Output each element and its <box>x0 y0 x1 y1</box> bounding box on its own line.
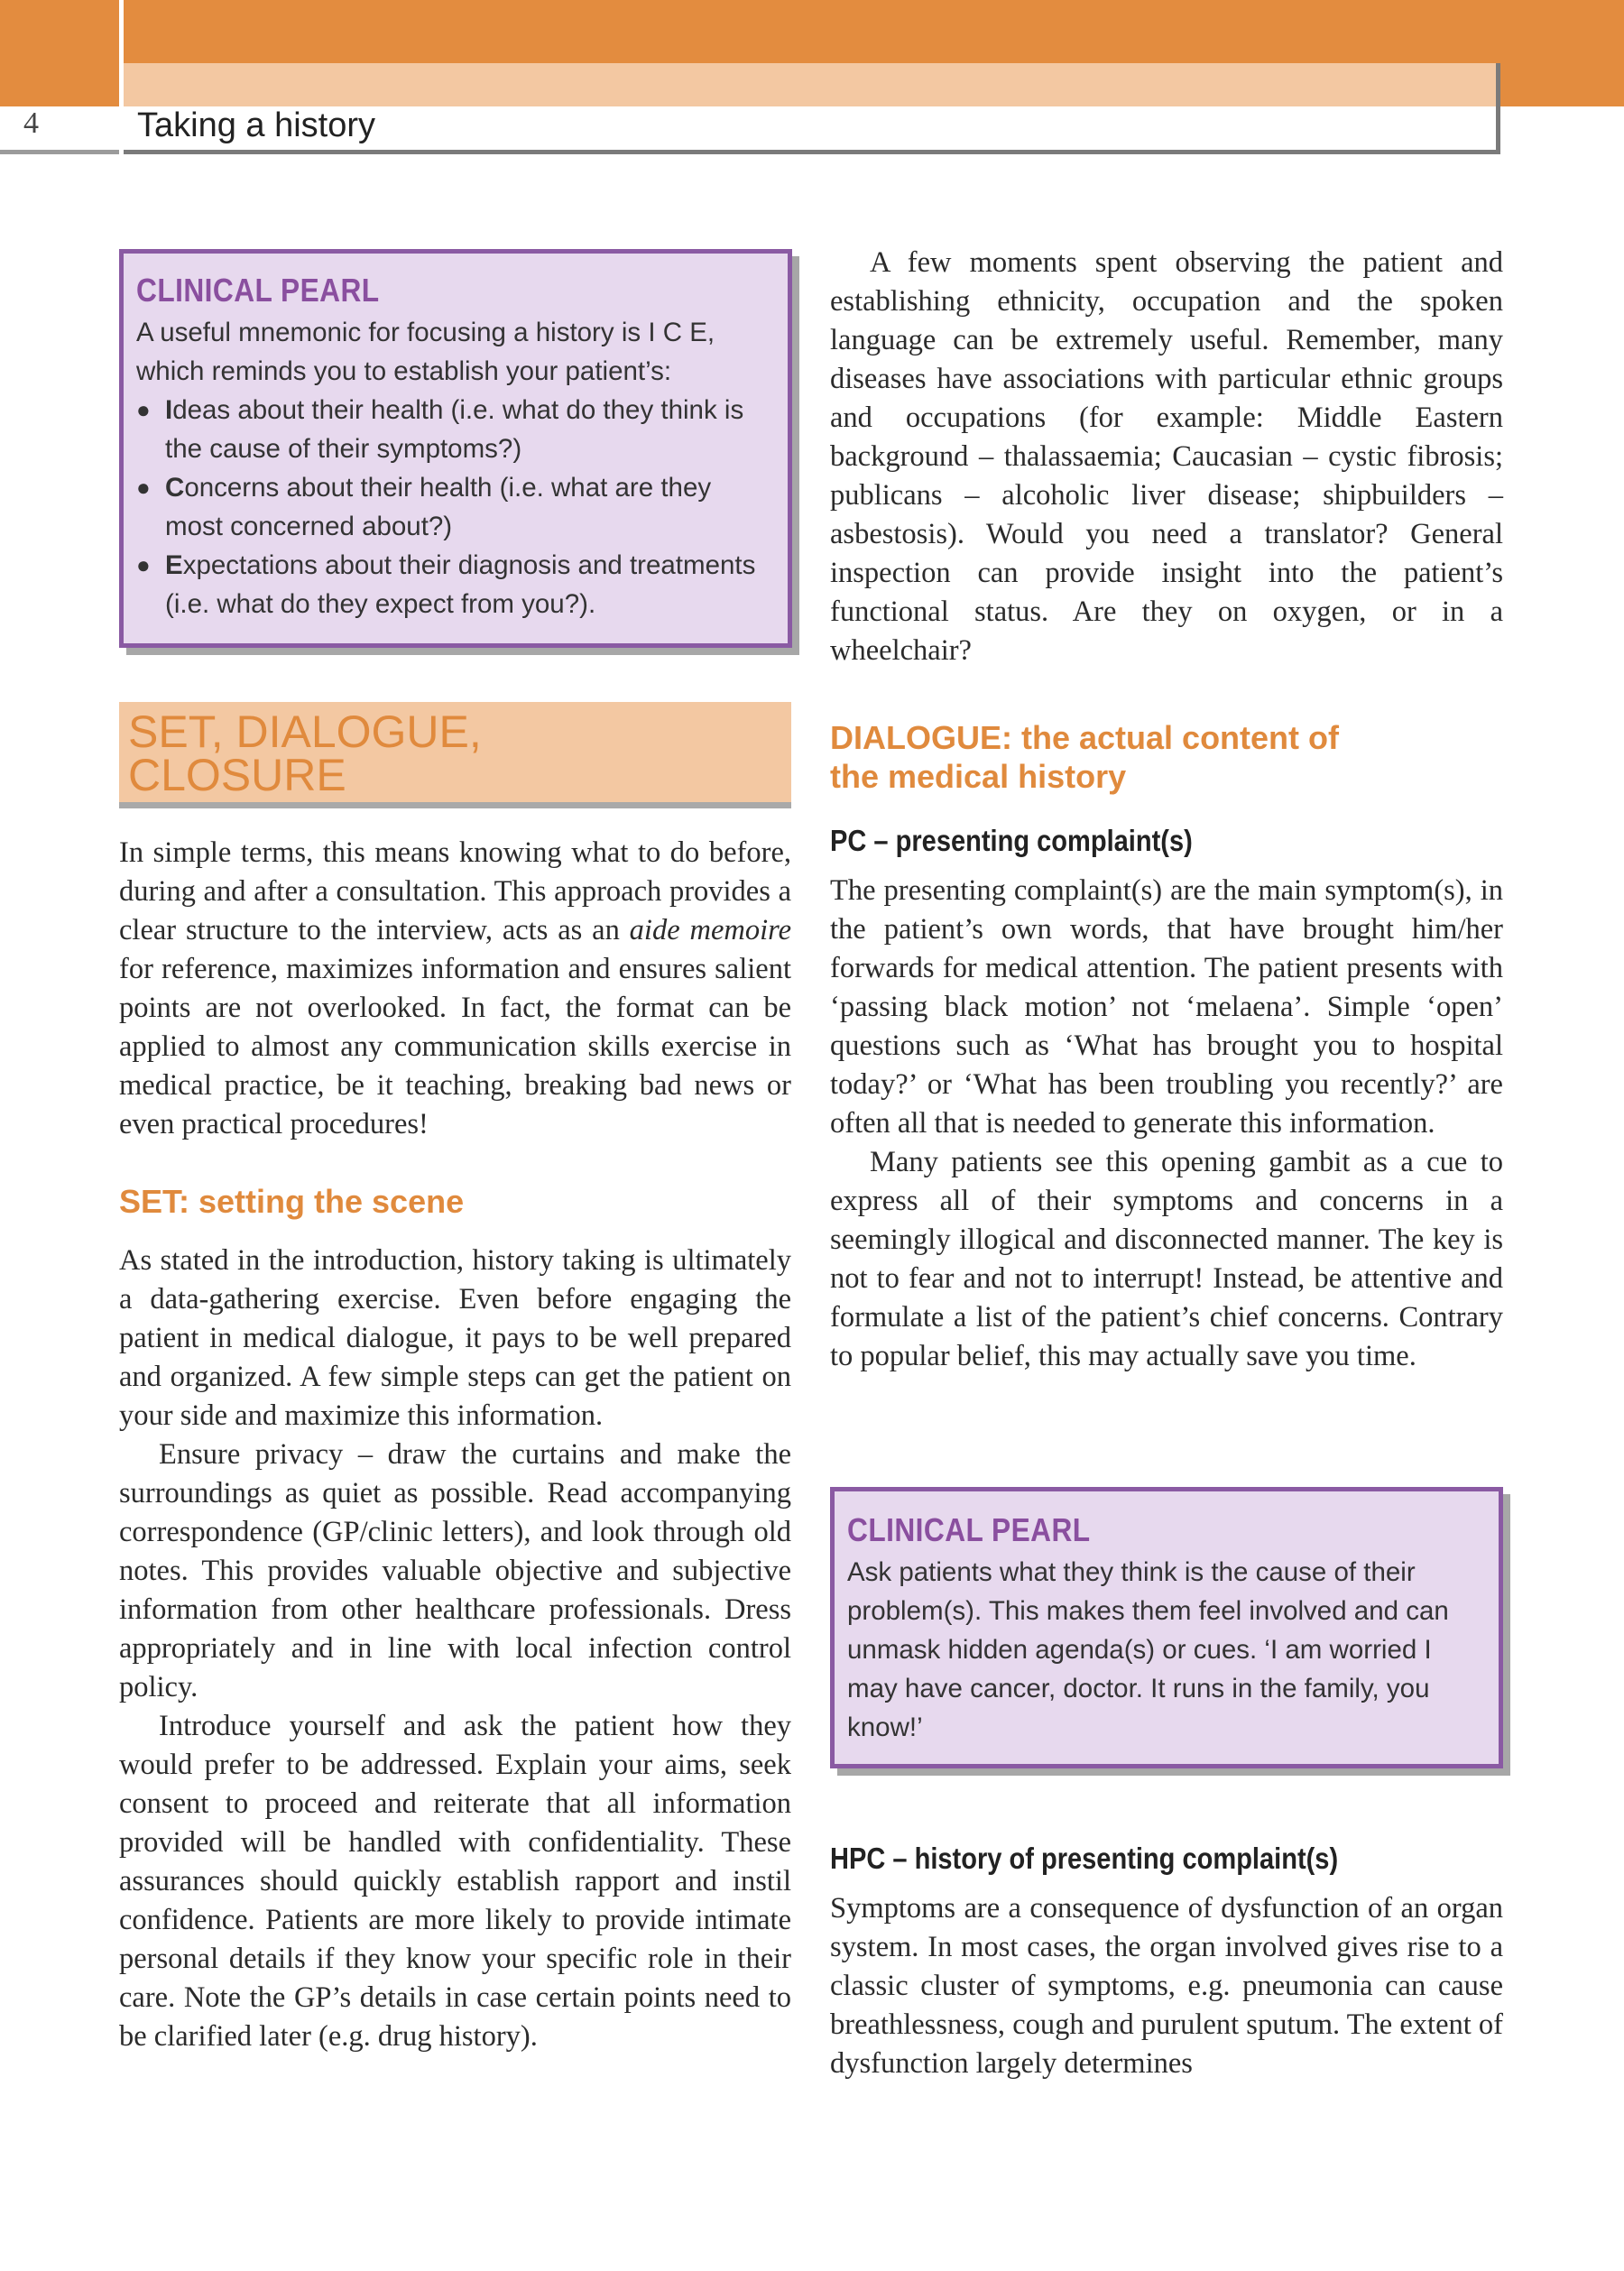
set-paragraph: Introduce yourself and ask the patient how they would prefer to be addressed. Explain your aims, seek consent to proceed and reiterate that all information provided will be handled with confidentiality. These assurances should quickly establish rapport and instil confidence. Patients are more likely to provide intimate personal details if they know your specific role in their care. Note the GP’s details in case certain points need to be clarified later (e.g. drug history). <box>119 1710 791 2053</box>
heading-line: the medical history <box>830 758 1127 795</box>
list-item-text: oncerns about their health (i.e. what are they most concerned about?) <box>165 473 712 541</box>
bullet-icon: ● <box>136 551 151 578</box>
text-run: In simple terms, this means knowing what to do before, during and after a consultation. This approach provides a clear structure to the interview, acts as an <box>119 836 791 946</box>
pearl-title: CLINICAL PEARL <box>136 272 380 309</box>
pearl-intro: A useful mnemonic for focusing a history is I C E, which reminds you to establish your patient’s: <box>136 318 715 386</box>
set-heading: SET: setting the scene <box>119 1183 465 1220</box>
right-column-top <box>830 244 1503 670</box>
running-head: Taking a history <box>137 106 376 144</box>
set-paragraph: As stated in the introduction, history taking is ultimately a data-gathering exercise. Even before engaging the patient in medical dialogue, it pays to be well prepared and organized. A few simple steps can get the patient on your side and maximize this information. <box>119 1244 791 1432</box>
bullet-icon: ● <box>136 474 151 501</box>
clinical-pearl-ice <box>119 249 792 648</box>
section-title-line: CLOSURE <box>128 750 346 800</box>
pc-body <box>830 872 1503 1376</box>
list-item-text: xpectations about their diagnosis and treatments (i.e. what do they expect from you?). <box>165 550 756 619</box>
section-heading-bar <box>119 702 791 808</box>
section-title-line: SET, DIALOGUE, <box>128 706 482 757</box>
hpc-section <box>830 1839 1503 1878</box>
list-item <box>136 391 775 468</box>
section-intro <box>119 834 791 1144</box>
page-number: 4 <box>23 106 39 140</box>
header-divider <box>119 0 124 154</box>
pc-heading: PC – presenting complaint(s) <box>830 824 1193 857</box>
ice-list <box>136 391 775 623</box>
pc-section <box>830 821 1503 860</box>
bullet-icon: ● <box>136 396 151 423</box>
pearl-text: Ask patients what they think is the cause of their problem(s). This makes them feel involved and can unmask hidden agenda(s) or cues. ‘I am worried I may have cancer, doctor. It runs in the family, you know!’ <box>847 1557 1449 1742</box>
dialogue-heading <box>830 718 1503 796</box>
pearl-title: CLINICAL PEARL <box>847 1511 1091 1548</box>
header-rule <box>0 150 124 154</box>
pc-paragraph: The presenting complaint(s) are the main symptom(s), in the patient’s own words, that have brought him/her forwards for medical attention. The patient presents with ‘passing black motion’ not ‘melaena’. Simple ‘open’ questions such as ‘What has brought you to hospital today?’ or ‘What has been troubling you recently?’ are often all that is needed to generate this information. <box>830 874 1503 1140</box>
hpc-heading: HPC – history of presenting complaint(s) <box>830 1842 1339 1875</box>
hpc-body <box>830 1889 1503 2083</box>
italic-term: aide memoire <box>629 914 791 946</box>
list-item <box>136 468 775 546</box>
heading-line: DIALOGUE: the actual content of <box>830 719 1340 756</box>
set-paragraph: Ensure privacy – draw the curtains and make the surroundings as quiet as possible. Read accompanying correspondence (GP/clinic letters), and look through old notes. This provides valuable objective and subjective information from other healthcare professionals. Dress appropriately and in line with local infection control policy. <box>119 1438 791 1703</box>
left-column <box>119 834 791 1144</box>
list-item-text: deas about their health (i.e. what do they think is the cause of their symptoms?) <box>165 395 744 464</box>
clinical-pearl-cause <box>830 1487 1503 1768</box>
text-run: for reference, maximizes information and ensures salient points are not overlooked. In fact, the format can be applied to almost any communication skills exercise in medical practice, be it teaching, breaking bad news or even practical procedures! <box>119 953 791 1140</box>
set-body <box>119 1242 791 2056</box>
section-title <box>128 706 791 800</box>
list-item <box>136 546 775 623</box>
hpc-paragraph: Symptoms are a consequence of dysfunction of an organ system. In most cases, the organ involved gives rise to a classic cluster of symptoms, e.g. pneumonia can cause breathlessness, cough and purulent sputum. The extent of dysfunction largely determines <box>830 1892 1503 2080</box>
mnemonic-letter: C <box>165 473 185 503</box>
dialogue-section <box>830 718 1503 796</box>
observe-paragraph: A few moments spent observing the patient and establishing ethnicity, occupation and the spoken language can be extremely useful. Remember, many diseases have associations with particular ethnic groups and occupations (for example: Middle Eastern background – thalassaemia; Caucasian – cystic fibrosis; publicans – alcoholic liver disease; shipbuilders – asbestosis). Would you need a translator? General inspection can provide insight into the patient’s functional status. Are they on oxygen, or in a wheelchair? <box>830 246 1503 667</box>
mnemonic-letter: E <box>165 550 183 580</box>
mnemonic-letter: I <box>165 395 173 425</box>
pc-paragraph: Many patients see this opening gambit as a cue to express all of their symptoms and concerns in a seemingly illogical and disconnected manner. The key is not to fear and not to interrupt! Instead, be attentive and formulate a list of the patient’s chief concerns. Contrary to popular belief, this may actually save you time. <box>830 1146 1503 1372</box>
set-section <box>119 1182 791 1221</box>
